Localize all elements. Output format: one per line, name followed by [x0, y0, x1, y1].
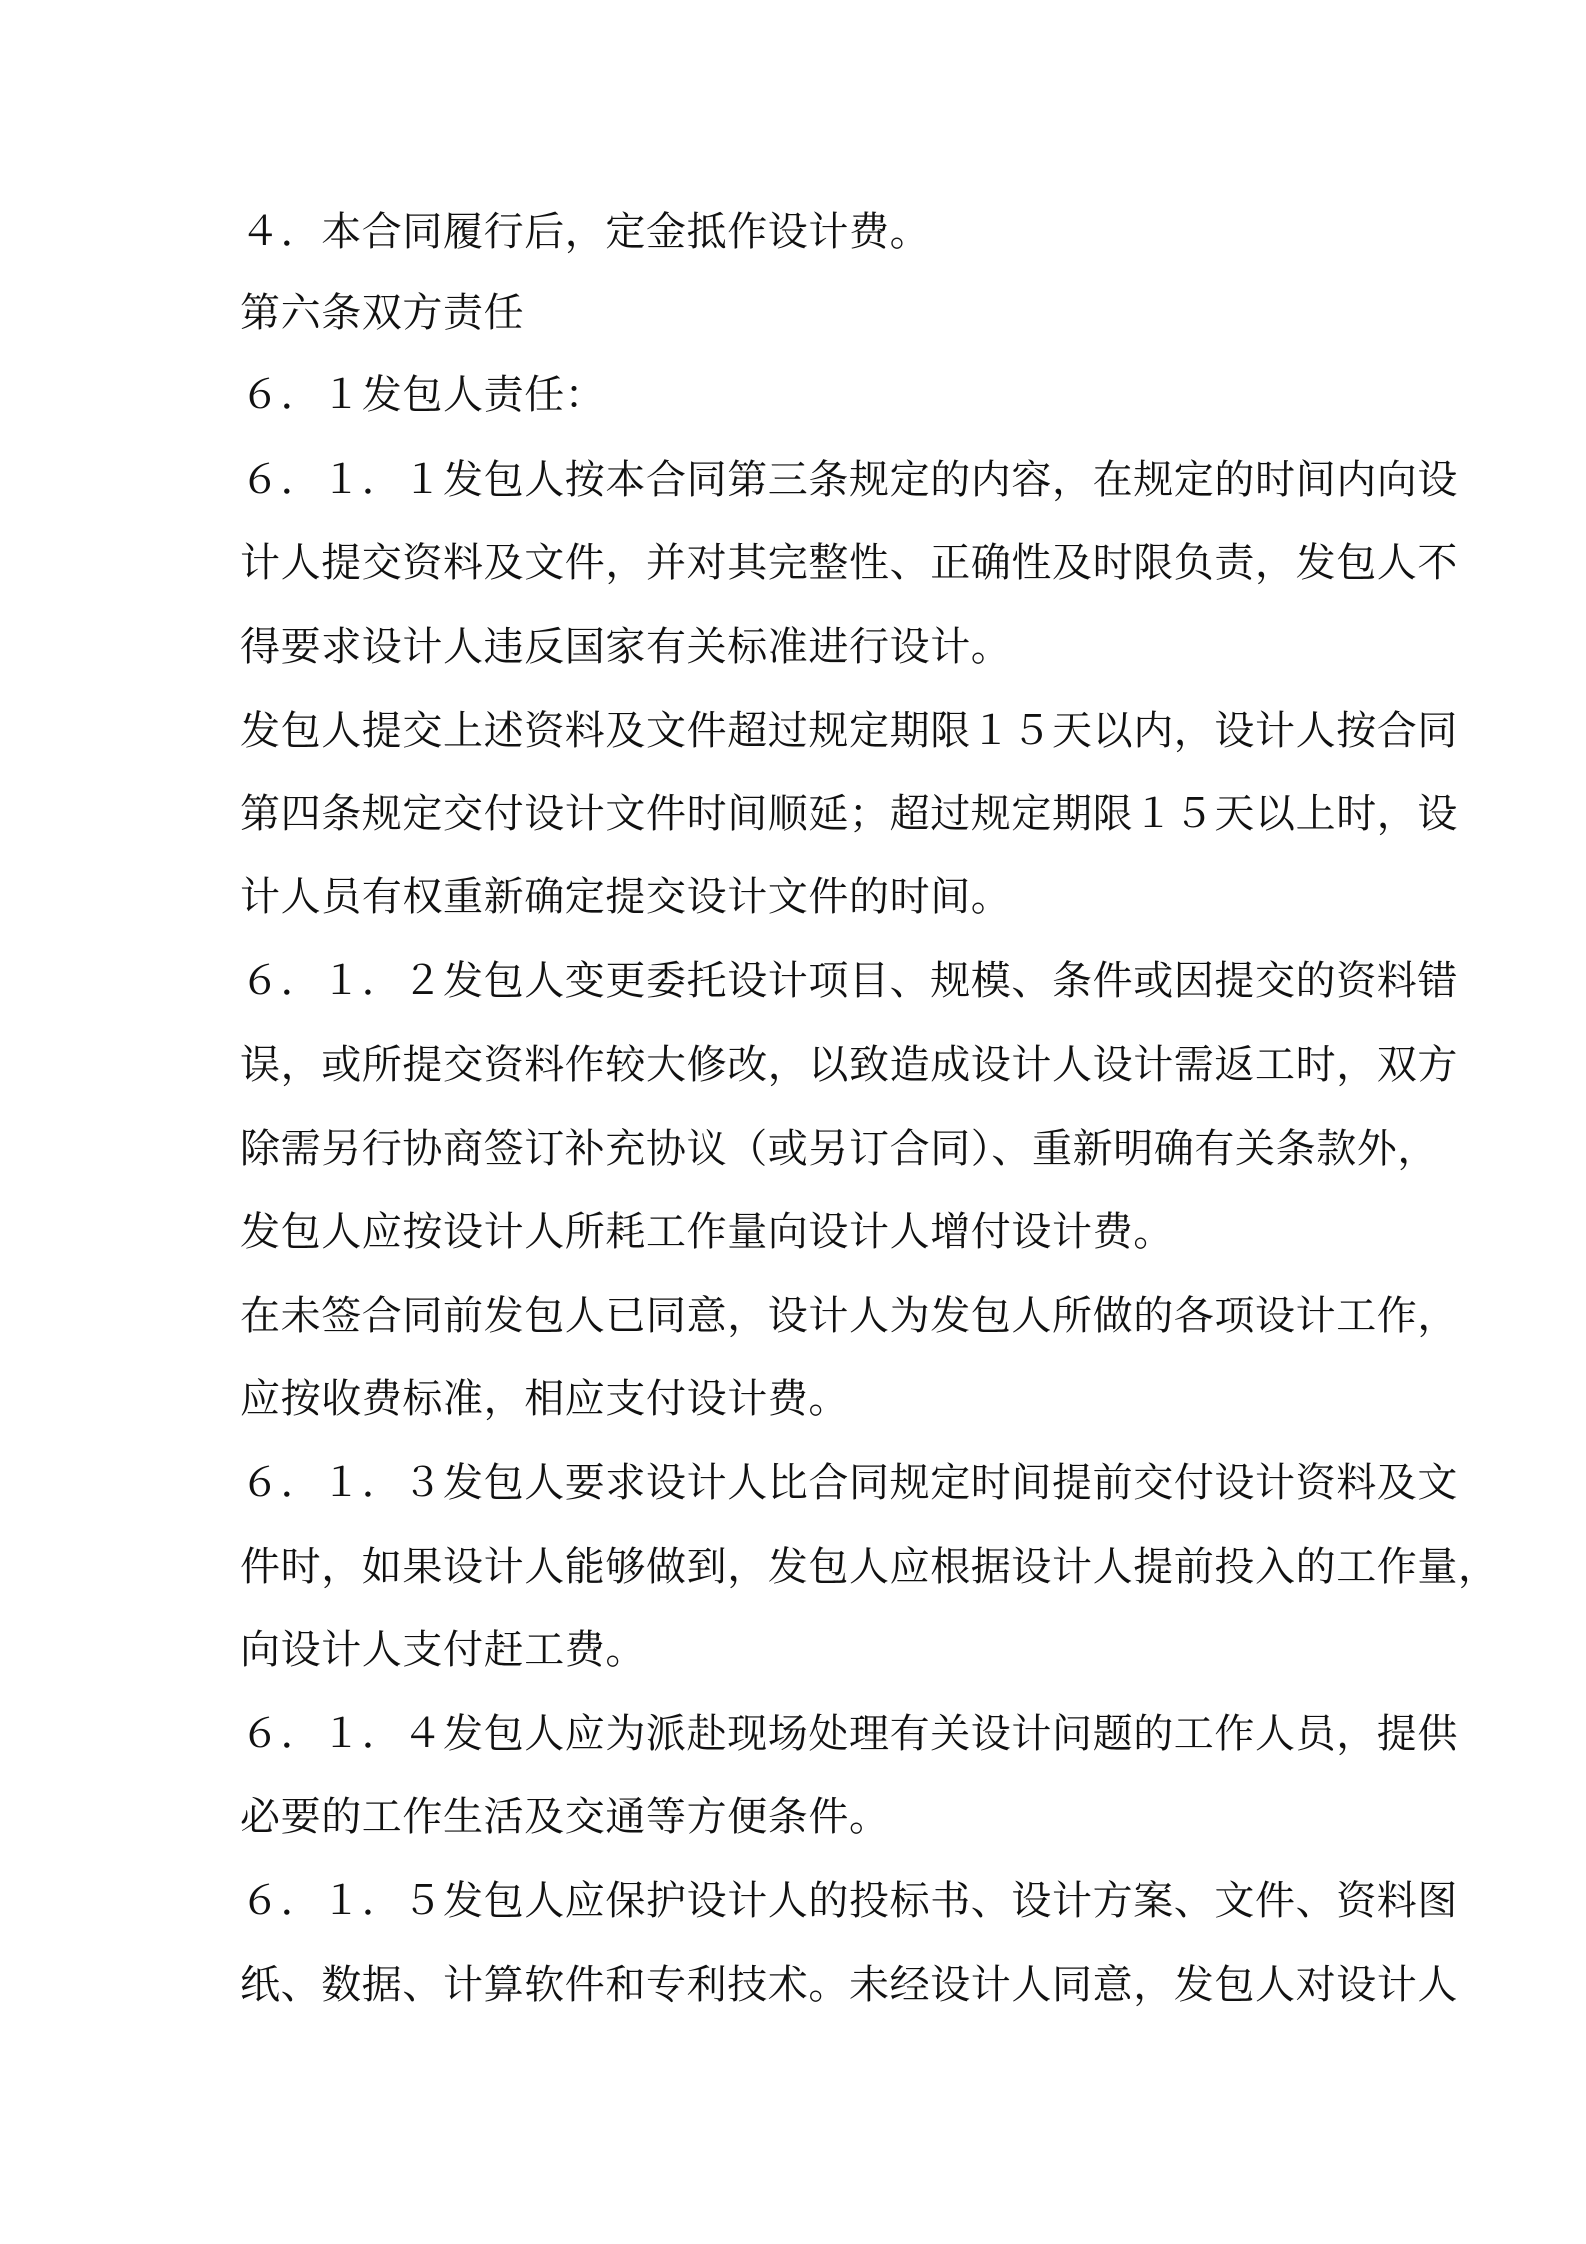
subsection-heading: ６．１发包人责任： [240, 372, 606, 418]
text-line: 发包人应按设计人所耗工作量向设计人增付设计费。 [240, 1209, 1174, 1255]
text-line: 得要求设计人违反国家有关标准进行设计。 [240, 624, 1012, 670]
text-line: ４．本合同履行后，定金抵作设计费。 [240, 209, 931, 255]
text-line: 向设计人支付赶工费。 [240, 1627, 646, 1673]
text-line: ６．１．２发包人变更委托设计项目、规模、条件或因提交的资料错 [240, 958, 1458, 1004]
text-line: 纸、数据、计算软件和专利技术。未经设计人同意，发包人对设计人 [240, 1962, 1458, 2008]
text-line: 第四条规定交付设计文件时间顺延；超过规定期限１５天以上时，设 [240, 791, 1458, 837]
text-line: 除需另行协商签订补充协议（或另订合同）、重新明确有关条款外， [240, 1126, 1438, 1172]
text-line: 应按收费标准，相应支付设计费。 [240, 1376, 849, 1422]
text-line: 发包人提交上述资料及文件超过规定期限１５天以内，设计人按合同 [240, 708, 1458, 754]
text-line: 计人提交资料及文件，并对其完整性、正确性及时限负责，发包人不 [240, 540, 1458, 586]
text-line: 必要的工作生活及交通等方便条件。 [240, 1794, 890, 1840]
text-line: ６．１．５发包人应保护设计人的投标书、设计方案、文件、资料图 [240, 1878, 1458, 1924]
section-heading: 第六条双方责任 [240, 290, 525, 336]
text-line: 误，或所提交资料作较大修改，以致造成设计人设计需返工时，双方 [240, 1042, 1458, 1088]
text-line: 计人员有权重新确定提交设计文件的时间。 [240, 874, 1012, 920]
text-line: 在未签合同前发包人已同意，设计人为发包人所做的各项设计工作， [240, 1293, 1458, 1339]
text-line: ６．１．４发包人应为派赴现场处理有关设计问题的工作人员，提供 [240, 1711, 1458, 1757]
text-line: ６．１．３发包人要求设计人比合同规定时间提前交付设计资料及文 [240, 1460, 1458, 1506]
text-line: 件时，如果设计人能够做到，发包人应根据设计人提前投入的工作量， [240, 1544, 1499, 1590]
text-line: ６．１．１发包人按本合同第三条规定的内容，在规定的时间内向设 [240, 457, 1458, 503]
